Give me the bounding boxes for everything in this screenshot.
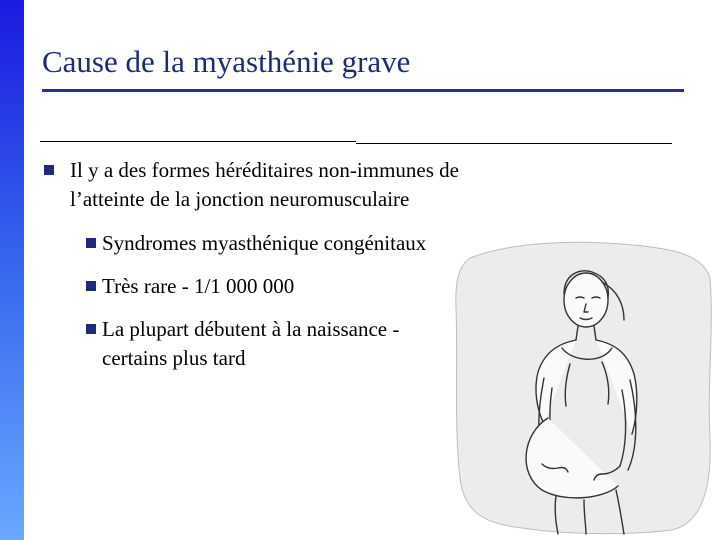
sub-bullet (86, 272, 466, 301)
square-bullet-icon (44, 165, 54, 175)
sub-bullet-text: La plupart débutent à la naissance - certains plus tard (102, 317, 400, 370)
main-bullet (44, 156, 524, 214)
main-bullet-text: Il y a des formes héréditaires non-immunes de l’atteinte de la jonction neuromusculaire (70, 158, 459, 211)
divider-line-right (356, 143, 672, 144)
square-bullet-icon (86, 281, 96, 291)
sub-bullet (86, 229, 466, 258)
slide-title: Cause de la myasthénie grave (42, 44, 411, 79)
sub-bullet-text: Syndromes myasthénique congénitaux (102, 231, 427, 255)
title-underline (42, 89, 684, 92)
sub-bullet (86, 315, 466, 373)
divider-line-left (40, 141, 356, 142)
square-bullet-icon (86, 324, 96, 334)
accent-side-bar (0, 0, 24, 540)
pregnant-woman-sketch-icon (452, 238, 714, 536)
sub-bullet-text: Très rare - 1/1 000 000 (102, 274, 295, 298)
square-bullet-icon (86, 238, 96, 248)
